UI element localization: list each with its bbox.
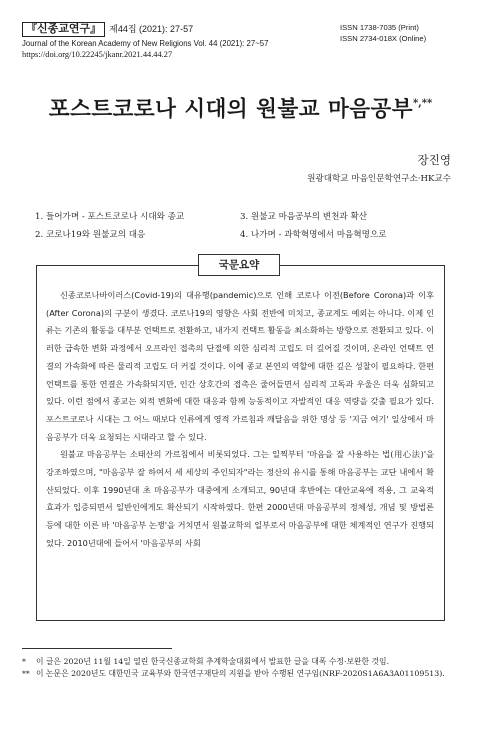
journal-title-line <box>22 22 322 37</box>
issn-print: ISSN 1738-7035 (Print) <box>340 23 419 32</box>
footnote-2 <box>22 668 462 680</box>
footnote-2-text: 이 논문은 2020년도 대한민국 교육부와 한국연구재단의 지원을 받아 수행된 연구임(NRF-2020S1A6A3A01109513). <box>36 669 445 678</box>
toc-item-3: 3. 원불교 마음공부의 변천과 확산 <box>240 212 368 222</box>
issn-block <box>340 22 470 44</box>
footnote-1-text: 이 글은 2020년 11월 14일 열린 한국신종교학회 추계학술대회에서 발표한 글을 대폭 수정·보완한 것임. <box>36 657 390 666</box>
abstract-paragraph-1: 신종코로나바이러스(Covid-19)의 대유행(pandemic)으로 인해 코로나 이전(Before Corona)과 이후(After Corona)의 구분이 생겼다. 코로나19의 영향은 사회 전반에 미치고, 종교계도 예외는 아니다. 이제 인류는 기존의 활동을 대부분 언택트로 전환하고, 내가지 컨택트 활동을 최소화하는 방향으로 전환되고 있다. 이러한 급속한 변화 과정에서 오프라인 접촉의 단절에 의한 심리적 고립도 더 깊어질 것이며, 온라인 언택트 연결의 가속화에 따른 물리적 고립도 더 커질 것이다. 이에 종교 본연의 역할에 대한 깊은 성찰이 필요하다. 한편 언택트를 통한 연결은 가속화되지만, 인간 상호간의 접촉은 줄어들면서 심리적 고독과 우울은 더욱 심화되고 있다. 이런 점에서 종교는 외적 변화에 대한 대응과 함께 능동적이고 자발적인 대응 역량을 갖출 필요가 있다. 포스트코로나 시대는 그 어느 때보다 인류에게 영적 가르침과 깨달음을 위한 명상 등 '지금 여기' 일상에서 마음공부가 더욱 요청되는 시대라고 할 수 있다. <box>46 290 434 442</box>
journal-english-title: Journal of the Korean Academy of New Religions Vol. 44 (2021): 27~57 <box>22 39 269 48</box>
toc-item-2: 2. 코로나19와 원불교의 대응 <box>35 230 146 240</box>
author-name: 장진영 <box>417 153 451 167</box>
toc-item-1: 1. 들어가며 - 포스트코로나 시대와 종교 <box>35 212 185 222</box>
footnotes <box>22 656 462 680</box>
abstract-text <box>46 287 434 553</box>
journal-name-box: 『신종교연구』 <box>22 22 105 37</box>
journal-volume: 제44집 (2021): 27-57 <box>109 24 194 34</box>
footnote-1 <box>22 656 462 668</box>
issn-online: ISSN 2734-018X (Online) <box>340 34 427 43</box>
footnote-2-mark: ** <box>22 669 30 678</box>
abstract-label: 국문요약 <box>198 254 280 276</box>
abstract-paragraph-2: 원불교 마음공부는 소태산의 가르침에서 비롯되었다. 그는 일찍부터 '마음을 잘 사용하는 법(用心法)'을 강조하였으며, "마음공부 잘 하여서 세 세상의 주인되자"라는 정산의 유시를 통해 마음공부는 교단 내에서 확산되었다. 이후 1990년대 초 마음공부가 대중에게 소개되고, 90년대 후반에는 대안교육에 적용, 그 교육적 효과가 입증되면서 일반인에게도 확산되기 시작하였다. 한편 2000년대 마음공부의 정체성, 개념 및 방법론 등에 대한 이른 바 '마음공부 논쟁'을 거치면서 원불교학의 일부로서 마음공부에 대한 체계적인 연구가 진행되었다. 2010년대에 들어서 '마음공부의 사회 <box>46 449 434 548</box>
footnote-1-mark: * <box>22 657 26 666</box>
paper-title <box>0 92 481 123</box>
title-footnote-marks: *,** <box>413 98 433 109</box>
footnote-rule <box>22 648 172 649</box>
doi-link[interactable]: https://doi.org/10.22245/jkanr.2021.44.44.27 <box>22 50 173 59</box>
author-affiliation: 원광대학교 마음인문학연구소·HK교수 <box>307 174 451 184</box>
paper-title-text: 포스트코로나 시대의 원불교 마음공부 <box>48 97 414 122</box>
journal-info <box>22 22 322 60</box>
toc-item-4: 4. 나가며 - 과학혁명에서 마음혁명으로 <box>240 230 387 240</box>
